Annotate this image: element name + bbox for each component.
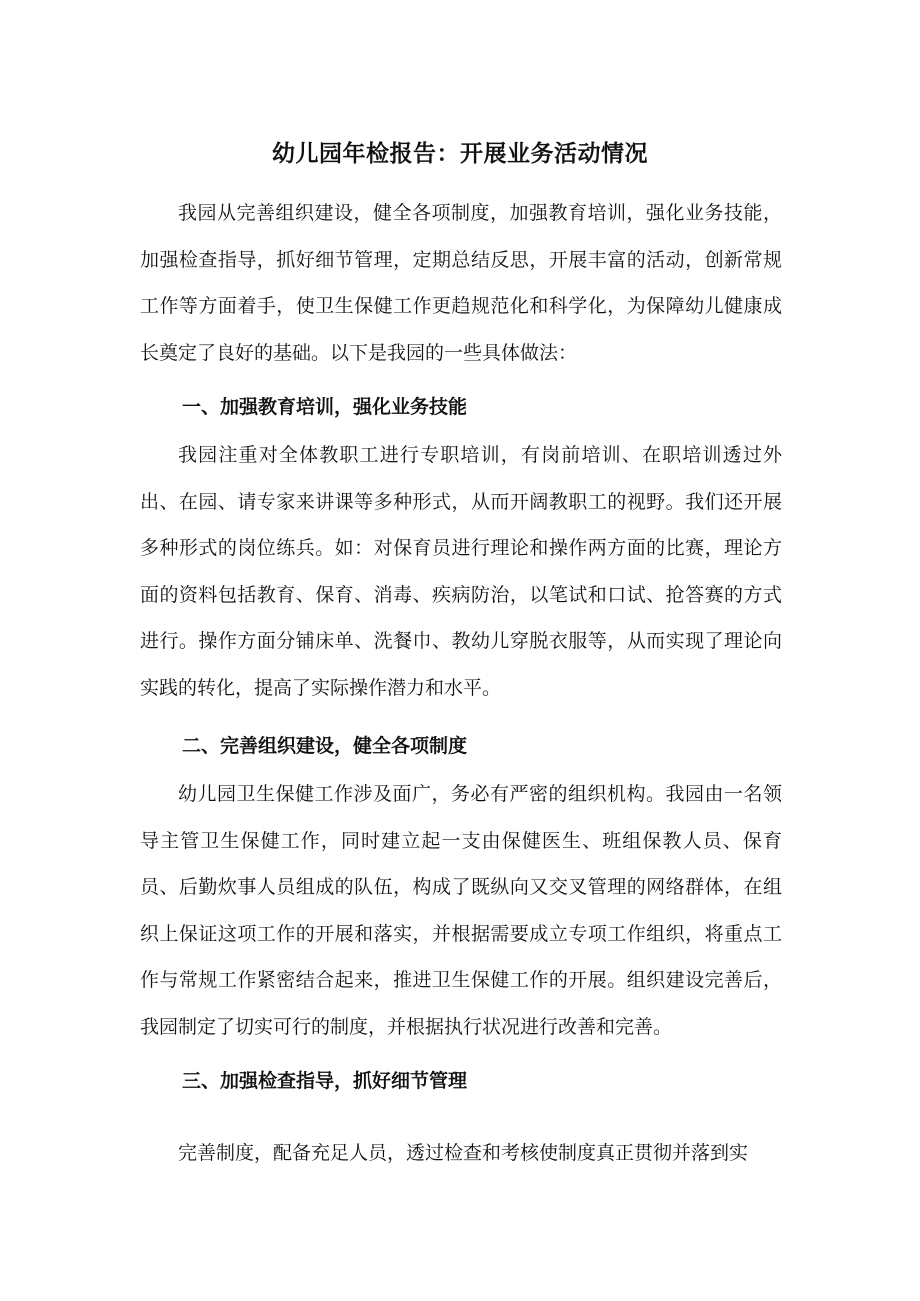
intro-paragraph: 我园从完善组织建设，健全各项制度，加强教育培训，强化业务技能，加强检查指导，抓好细节管理，定期总结反思，开展丰富的活动，创新常规工作等方面着手，使卫生保健工作更趋规范化和科学化，为保障幼儿健康成长奠定了良好的基础。以下是我园的一些具体做法： xyxy=(140,202,782,364)
section-2-body: 幼儿园卫生保健工作涉及面广，务必有严密的组织机构。我园由一名领导主管卫生保健工作，同时建立起一支由保健医生、班组保教人员、保育员、后勤炊事人员组成的队伍，构成了既纵向又交叉管理的网络群体，在组织上保证这项工作的开展和落实，并根据需要成立专项工作组织，将重点工作与常规工作紧密结合起来，推进卫生保健工作的开展。组织建设完善后，我园制定了切实可行的制度，并根据执行状况进行改善和完善。 xyxy=(140,783,782,1038)
section-1-body: 我园注重对全体教职工进行专职培训，有岗前培训、在职培训透过外出、在园、请专家来讲课等多种形式，从而开阔教职工的视野。我们还开展多种形式的岗位练兵。如：对保育员进行理论和操作两方面的比赛，理论方面的资料包括教育、保育、消毒、疾病防治，以笔试和口试、抢答赛的方式进行。操作方面分铺床单、洗餐巾、教幼儿穿脱衣服等，从而实现了理论向实践的转化，提高了实际操作潜力和水平。 xyxy=(140,444,782,699)
section-3-body: 完善制度，配备充足人员，透过检查和考核使制度真正贯彻并落到实 xyxy=(178,1142,749,1164)
section-3-heading: 三、加强检查指导，抓好细节管理 xyxy=(182,1070,468,1092)
document-title: 幼儿园年检报告：开展业务活动情况 xyxy=(272,141,648,168)
section-2-heading: 二、完善组织建设，健全各项制度 xyxy=(182,735,468,757)
section-1-heading: 一、加强教育培训，强化业务技能 xyxy=(182,396,468,418)
